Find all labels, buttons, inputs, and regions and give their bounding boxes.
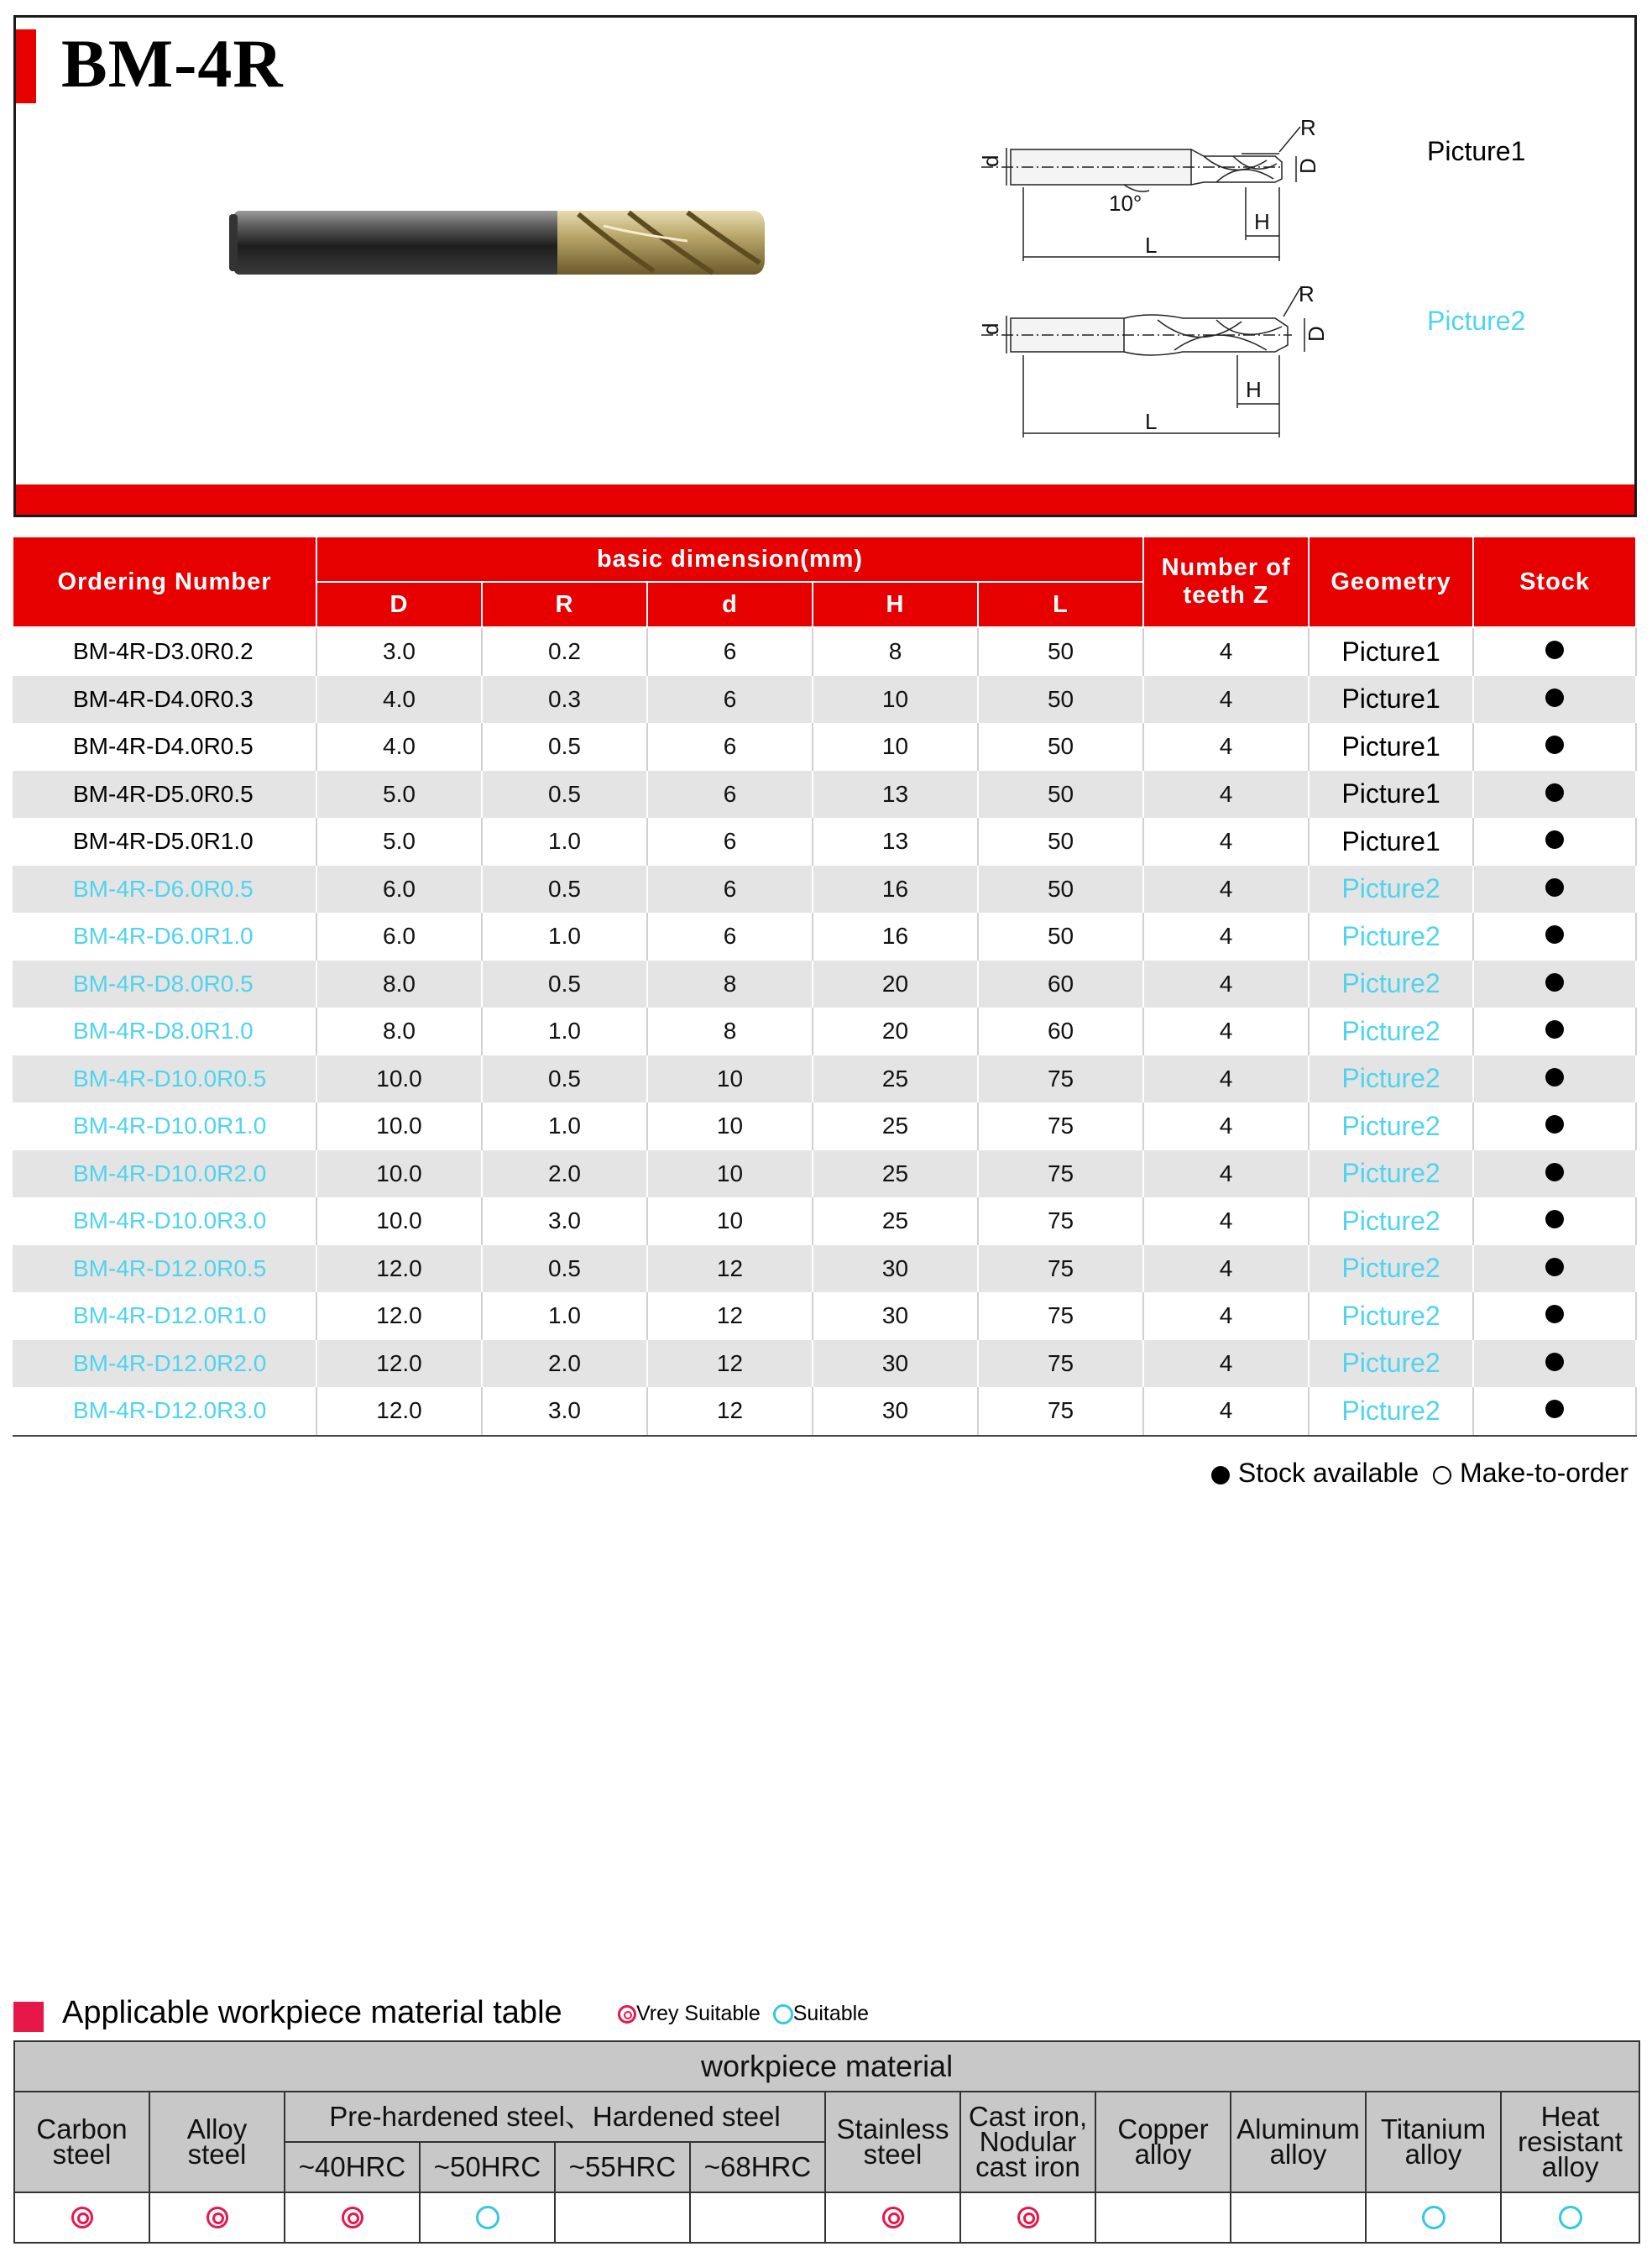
ordering-number: BM-4R-D5.0R1.0 <box>13 818 316 866</box>
material-mark-cell <box>825 2192 960 2243</box>
ordering-number: BM-4R-D3.0R0.2 <box>13 627 316 676</box>
cell-geometry: Picture1 <box>1309 818 1473 866</box>
end-mill-photo <box>217 201 771 285</box>
cell-D: 12.0 <box>316 1387 482 1436</box>
stock-available-dot-icon <box>1545 1020 1564 1039</box>
cell-teeth: 4 <box>1143 1340 1309 1388</box>
cell-d: 12 <box>647 1387 813 1436</box>
cell-teeth: 4 <box>1143 1197 1309 1245</box>
hrc-50: ~50HRC <box>420 2142 555 2192</box>
cell-L: 50 <box>978 627 1143 676</box>
cell-R: 0.5 <box>482 1245 647 1293</box>
cell-stock <box>1473 676 1636 724</box>
ordering-number: BM-4R-D12.0R1.0 <box>13 1292 316 1340</box>
stock-available-dot-icon <box>1545 783 1564 802</box>
cell-H: 30 <box>813 1292 978 1340</box>
cell-L: 50 <box>978 866 1143 914</box>
stock-available-dot-icon <box>1211 1466 1230 1485</box>
cell-stock <box>1473 723 1636 771</box>
cell-geometry: Picture2 <box>1309 913 1473 961</box>
cell-geometry: Picture2 <box>1309 961 1473 1008</box>
cell-R: 1.0 <box>482 913 647 961</box>
col-stock: Stock <box>1473 537 1636 627</box>
cell-H: 25 <box>813 1197 978 1245</box>
cell-teeth: 4 <box>1143 771 1309 819</box>
cell-L: 75 <box>978 1245 1143 1293</box>
material-mark-cell <box>555 2192 690 2243</box>
cell-R: 2.0 <box>482 1340 647 1388</box>
cell-H: 10 <box>813 723 978 771</box>
stock-available-dot-icon <box>1545 1258 1564 1276</box>
svg-text:d: d <box>978 154 1003 167</box>
ordering-number: BM-4R-D10.0R0.5 <box>13 1055 316 1103</box>
cell-L: 50 <box>978 913 1143 961</box>
cell-geometry: Picture1 <box>1309 723 1473 771</box>
stock-available-dot-icon <box>1545 973 1564 992</box>
table-row <box>13 1387 1636 1436</box>
cell-geometry: Picture1 <box>1309 771 1473 819</box>
suitable-icon <box>1422 2206 1446 2229</box>
very-suitable-icon <box>1017 2207 1039 2228</box>
material-mark-cell <box>14 2192 149 2243</box>
svg-text:H: H <box>1246 377 1262 402</box>
table-row <box>13 866 1636 914</box>
stock-available-dot-icon <box>1545 1163 1564 1181</box>
cell-D: 10.0 <box>316 1150 482 1198</box>
cell-stock <box>1473 1387 1636 1436</box>
cell-L: 50 <box>978 818 1143 866</box>
table-row <box>13 1197 1636 1245</box>
stock-available-dot-icon <box>1545 1210 1564 1228</box>
stock-available-dot-icon <box>1545 1115 1564 1134</box>
cell-R: 0.2 <box>482 627 647 676</box>
stock-available-dot-icon <box>1545 1400 1564 1418</box>
ordering-number: BM-4R-D10.0R3.0 <box>13 1197 316 1245</box>
cell-d: 10 <box>647 1150 813 1198</box>
table-row <box>13 627 1636 676</box>
table-row <box>13 913 1636 961</box>
table-row <box>13 1008 1636 1055</box>
table-row <box>13 723 1636 771</box>
hrc-68: ~68HRC <box>690 2142 825 2192</box>
hrc-55: ~55HRC <box>555 2142 690 2192</box>
table-row <box>13 961 1636 1008</box>
table-row <box>13 1102 1636 1150</box>
cell-geometry: Picture2 <box>1309 1245 1473 1293</box>
cell-geometry: Picture2 <box>1309 1292 1473 1340</box>
cell-D: 10.0 <box>316 1055 482 1103</box>
cell-teeth: 4 <box>1143 723 1309 771</box>
svg-text:10°: 10° <box>1109 191 1142 216</box>
cell-H: 25 <box>813 1055 978 1103</box>
cell-geometry: Picture2 <box>1309 1197 1473 1245</box>
material-mark-cell <box>420 2192 555 2243</box>
cell-d: 10 <box>647 1055 813 1103</box>
cell-stock <box>1473 1008 1636 1055</box>
material-legend: Vrey Suitable Suitable <box>618 2002 869 2026</box>
material-mark-cell <box>1095 2192 1231 2243</box>
stock-available-dot-icon <box>1545 736 1564 754</box>
cell-stock <box>1473 866 1636 914</box>
svg-text:L: L <box>1145 233 1158 258</box>
material-mark-cell <box>1366 2192 1501 2243</box>
col-D: D <box>316 582 482 627</box>
cell-R: 0.5 <box>482 866 647 914</box>
cell-d: 6 <box>647 627 813 676</box>
ordering-number: BM-4R-D10.0R1.0 <box>13 1102 316 1150</box>
ordering-number: BM-4R-D4.0R0.5 <box>13 723 316 771</box>
very-suitable-icon <box>882 2207 904 2228</box>
cell-geometry: Picture2 <box>1309 866 1473 914</box>
table-row <box>13 818 1636 866</box>
cell-L: 75 <box>978 1292 1143 1340</box>
cell-geometry: Picture2 <box>1309 1340 1473 1388</box>
table-row <box>13 676 1636 724</box>
col-d: d <box>647 582 813 627</box>
cell-D: 5.0 <box>316 771 482 819</box>
cell-d: 10 <box>647 1102 813 1150</box>
cell-D: 12.0 <box>316 1245 482 1293</box>
cell-L: 50 <box>978 723 1143 771</box>
product-header <box>13 15 1637 517</box>
ordering-number: BM-4R-D4.0R0.3 <box>13 676 316 724</box>
mat-titanium-alloy: Titanium alloy <box>1366 2092 1501 2192</box>
suitable-icon <box>476 2206 499 2229</box>
cell-geometry: Picture2 <box>1309 1387 1473 1436</box>
cell-d: 8 <box>647 1008 813 1055</box>
ordering-table <box>12 536 1637 1437</box>
very-suitable-icon <box>618 2005 636 2024</box>
mat-stainless-steel: Stainless steel <box>825 2092 960 2192</box>
table-row <box>13 1150 1636 1198</box>
cell-d: 12 <box>647 1340 813 1388</box>
col-R: R <box>482 582 647 627</box>
cell-L: 75 <box>978 1102 1143 1150</box>
cell-stock <box>1473 1102 1636 1150</box>
svg-text:d: d <box>978 322 1003 335</box>
ordering-number: BM-4R-D8.0R0.5 <box>13 961 316 1008</box>
stock-available-dot-icon <box>1545 689 1564 707</box>
mat-copper-alloy: Copper alloy <box>1095 2092 1231 2192</box>
very-suitable-icon <box>342 2207 363 2228</box>
cell-geometry: Picture2 <box>1309 1102 1473 1150</box>
table-row <box>13 1055 1636 1103</box>
cell-H: 25 <box>813 1102 978 1150</box>
material-table <box>13 2040 1640 2244</box>
cell-d: 6 <box>647 723 813 771</box>
col-ordering-number: Ordering Number <box>13 537 316 627</box>
cell-D: 5.0 <box>316 818 482 866</box>
cell-teeth: 4 <box>1143 1055 1309 1103</box>
cell-L: 50 <box>978 676 1143 724</box>
cell-D: 8.0 <box>316 1008 482 1055</box>
cell-stock <box>1473 961 1636 1008</box>
cell-stock <box>1473 818 1636 866</box>
cell-D: 8.0 <box>316 961 482 1008</box>
material-mark-cell <box>960 2192 1095 2243</box>
ordering-number: BM-4R-D6.0R0.5 <box>13 866 316 914</box>
make-to-order-ring-icon <box>1433 1466 1451 1485</box>
cell-L: 75 <box>978 1387 1143 1436</box>
stock-available-dot-icon <box>1545 1068 1564 1087</box>
col-H: H <box>813 582 978 627</box>
cell-H: 30 <box>813 1245 978 1293</box>
col-geometry: Geometry <box>1309 537 1473 627</box>
cell-teeth: 4 <box>1143 913 1309 961</box>
table-row <box>13 1292 1636 1340</box>
title-accent-bar <box>16 29 36 103</box>
cell-geometry: Picture1 <box>1309 627 1473 676</box>
material-mark-cell <box>1501 2192 1639 2243</box>
cell-D: 10.0 <box>316 1102 482 1150</box>
cell-stock <box>1473 1055 1636 1103</box>
picture2-label: Picture2 <box>1427 306 1526 336</box>
mat-cast-iron: Cast iron, Nodular cast iron <box>960 2092 1095 2192</box>
mat-heat-resistant-alloy: Heat resistant alloy <box>1501 2092 1639 2192</box>
cell-H: 16 <box>813 866 978 914</box>
svg-text:R: R <box>1300 115 1316 140</box>
cell-D: 6.0 <box>316 913 482 961</box>
picture1-label: Picture1 <box>1427 136 1526 166</box>
mat-alloy-steel: Alloy steel <box>149 2092 285 2192</box>
stock-legend: Stock available Make-to-order <box>1211 1458 1628 1489</box>
cell-L: 75 <box>978 1340 1143 1388</box>
ordering-number: BM-4R-D12.0R0.5 <box>13 1245 316 1293</box>
cell-L: 75 <box>978 1197 1143 1245</box>
cell-H: 13 <box>813 818 978 866</box>
workpiece-material-header: workpiece material <box>14 2041 1639 2092</box>
cell-R: 1.0 <box>482 1102 647 1150</box>
product-title: BM-4R <box>61 25 284 102</box>
cell-H: 25 <box>813 1150 978 1198</box>
mat-hardened-steel: Pre-hardened steel、Hardened steel <box>285 2092 825 2142</box>
cell-teeth: 4 <box>1143 1008 1309 1055</box>
cell-stock <box>1473 1340 1636 1388</box>
cell-R: 0.5 <box>482 961 647 1008</box>
cell-R: 3.0 <box>482 1197 647 1245</box>
stock-available-dot-icon <box>1545 1353 1564 1371</box>
cell-H: 30 <box>813 1387 978 1436</box>
very-suitable-icon <box>206 2207 228 2228</box>
cell-D: 12.0 <box>316 1340 482 1388</box>
cell-d: 6 <box>647 771 813 819</box>
svg-text:D: D <box>1295 158 1320 174</box>
very-suitable-icon <box>71 2207 93 2228</box>
table-row <box>13 1340 1636 1388</box>
cell-teeth: 4 <box>1143 1245 1309 1293</box>
cell-R: 0.5 <box>482 1055 647 1103</box>
cell-geometry: Picture1 <box>1309 676 1473 724</box>
cell-teeth: 4 <box>1143 676 1309 724</box>
cell-teeth: 4 <box>1143 627 1309 676</box>
cell-d: 6 <box>647 818 813 866</box>
stock-available-dot-icon <box>1545 830 1564 849</box>
cell-teeth: 4 <box>1143 1292 1309 1340</box>
cell-d: 6 <box>647 913 813 961</box>
cell-D: 4.0 <box>316 676 482 724</box>
cell-teeth: 4 <box>1143 961 1309 1008</box>
cell-L: 50 <box>978 771 1143 819</box>
material-mark-cell <box>690 2192 825 2243</box>
cell-R: 0.3 <box>482 676 647 724</box>
cell-teeth: 4 <box>1143 1150 1309 1198</box>
cell-teeth: 4 <box>1143 866 1309 914</box>
cell-R: 2.0 <box>482 1150 647 1198</box>
cell-L: 60 <box>978 1008 1143 1055</box>
cell-teeth: 4 <box>1143 1102 1309 1150</box>
hrc-40: ~40HRC <box>285 2142 420 2192</box>
cell-H: 13 <box>813 771 978 819</box>
svg-text:H: H <box>1254 209 1270 234</box>
cell-L: 60 <box>978 961 1143 1008</box>
cell-d: 10 <box>647 1197 813 1245</box>
cell-H: 10 <box>813 676 978 724</box>
cell-geometry: Picture2 <box>1309 1150 1473 1198</box>
cell-stock <box>1473 627 1636 676</box>
cell-stock <box>1473 771 1636 819</box>
suitable-icon <box>773 2004 793 2024</box>
ordering-number: BM-4R-D8.0R1.0 <box>13 1008 316 1055</box>
cell-R: 1.0 <box>482 818 647 866</box>
stock-available-dot-icon <box>1545 925 1564 944</box>
cell-L: 75 <box>978 1150 1143 1198</box>
cell-d: 12 <box>647 1292 813 1340</box>
cell-H: 20 <box>813 961 978 1008</box>
svg-text:R: R <box>1299 281 1315 306</box>
cell-H: 16 <box>813 913 978 961</box>
cell-R: 0.5 <box>482 723 647 771</box>
ordering-number: BM-4R-D5.0R0.5 <box>13 771 316 819</box>
cell-geometry: Picture2 <box>1309 1055 1473 1103</box>
stock-available-dot-icon <box>1545 1305 1564 1323</box>
cell-teeth: 4 <box>1143 1387 1309 1436</box>
cell-R: 3.0 <box>482 1387 647 1436</box>
material-section-title: Applicable workpiece material table <box>62 1995 562 2030</box>
ordering-number: BM-4R-D12.0R2.0 <box>13 1340 316 1388</box>
svg-text:L: L <box>1145 409 1158 434</box>
stock-available-dot-icon <box>1545 641 1564 659</box>
cell-R: 1.0 <box>482 1008 647 1055</box>
ordering-number: BM-4R-D12.0R3.0 <box>13 1387 316 1436</box>
cell-d: 6 <box>647 676 813 724</box>
cell-stock <box>1473 1245 1636 1293</box>
cell-geometry: Picture2 <box>1309 1008 1473 1055</box>
cell-D: 3.0 <box>316 627 482 676</box>
suitable-icon <box>1559 2206 1582 2229</box>
ordering-number: BM-4R-D6.0R1.0 <box>13 913 316 961</box>
table-row <box>13 1245 1636 1293</box>
cell-H: 30 <box>813 1340 978 1388</box>
cell-H: 20 <box>813 1008 978 1055</box>
cell-stock <box>1473 913 1636 961</box>
cell-stock <box>1473 1197 1636 1245</box>
cell-D: 4.0 <box>316 723 482 771</box>
mat-aluminum-alloy: Aluminum alloy <box>1231 2092 1366 2192</box>
cell-L: 75 <box>978 1055 1143 1103</box>
cell-teeth: 4 <box>1143 818 1309 866</box>
section-marker-icon <box>13 2002 44 2032</box>
cell-d: 8 <box>647 961 813 1008</box>
material-mark-cell <box>1231 2192 1366 2243</box>
header-bottom-bar <box>16 484 1634 515</box>
cell-d: 12 <box>647 1245 813 1293</box>
cell-H: 8 <box>813 627 978 676</box>
stock-available-dot-icon <box>1545 878 1564 897</box>
material-mark-cell <box>285 2192 420 2243</box>
cell-stock <box>1473 1150 1636 1198</box>
col-L: L <box>978 582 1143 627</box>
table-row <box>13 771 1636 819</box>
ordering-number: BM-4R-D10.0R2.0 <box>13 1150 316 1198</box>
col-teeth: Number of teeth Z <box>1143 537 1309 627</box>
cell-R: 1.0 <box>482 1292 647 1340</box>
col-basic-dimension: basic dimension(mm) <box>316 537 1143 582</box>
mat-carbon-steel: Carbon steel <box>14 2092 149 2192</box>
cell-stock <box>1473 1292 1636 1340</box>
geometry-drawings <box>965 110 1401 454</box>
svg-text:D: D <box>1304 326 1329 342</box>
material-mark-cell <box>149 2192 285 2243</box>
cell-R: 0.5 <box>482 771 647 819</box>
cell-D: 12.0 <box>316 1292 482 1340</box>
cell-D: 6.0 <box>316 866 482 914</box>
cell-D: 10.0 <box>316 1197 482 1245</box>
cell-d: 6 <box>647 866 813 914</box>
